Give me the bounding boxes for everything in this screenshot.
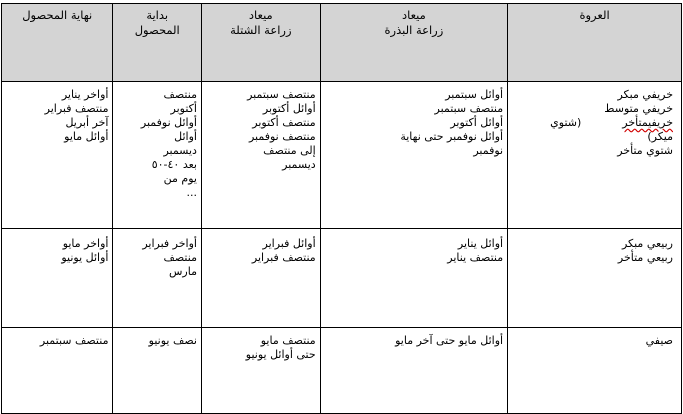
seed-date-line: منتصف سبتمبر xyxy=(434,102,504,115)
header-harvest-end xyxy=(2,4,113,82)
harvest-end-cell xyxy=(2,82,113,229)
harvest-start-line: أوائل نوفمبر xyxy=(140,116,197,129)
variety-line: (شتوي xyxy=(550,116,582,129)
harvest-end-line: أواخر يناير xyxy=(61,88,109,101)
seedling-date-cell xyxy=(201,328,320,414)
harvest-start-cell xyxy=(113,229,202,328)
table-row xyxy=(2,82,682,229)
harvest-end-line: أوائل مايو xyxy=(64,130,109,143)
seedling-date-line: إلى منتصف xyxy=(263,144,316,157)
harvest-start-line: ديسمبر xyxy=(163,144,197,157)
seedling-date-cell xyxy=(201,82,320,229)
header-seed-date-line-1: ميعاد xyxy=(401,8,426,22)
harvest-start-line: ... xyxy=(186,186,197,199)
variety-cell xyxy=(508,229,682,328)
harvest-start-line: يوم من xyxy=(163,172,197,185)
header-harvest-start xyxy=(113,4,202,82)
variety-line-combined xyxy=(512,116,673,130)
harvest-start-line: نصف يونيو xyxy=(148,334,197,347)
planting-schedule-table xyxy=(1,3,682,414)
header-harvest-start-line-2: المحصول xyxy=(134,23,180,37)
seedling-date-line: منتصف مايو xyxy=(260,334,316,347)
header-variety-label: العروة xyxy=(579,8,610,22)
header-row xyxy=(2,4,682,82)
variety-line: خريفي متوسط xyxy=(604,102,673,115)
harvest-start-cell xyxy=(113,328,202,414)
harvest-start-line: أكتوبر xyxy=(170,102,197,115)
seed-date-line: أوائل أكتوبر xyxy=(450,116,504,129)
seedling-date-cell xyxy=(201,229,320,328)
seed-date-line: نوفمبر xyxy=(473,144,504,157)
seed-date-cell xyxy=(320,229,507,328)
header-seedling-date xyxy=(201,4,320,82)
header-harvest-start-line-1: بداية xyxy=(146,8,169,22)
header-seed-date-line-2: زراعة البذرة xyxy=(384,23,444,37)
header-variety xyxy=(508,4,682,82)
harvest-start-line: بعد ٤٠-٥٠ xyxy=(151,158,197,171)
seed-date-cell xyxy=(320,328,507,414)
seed-date-line: أوائل سبتمبر xyxy=(445,88,504,101)
header-seedling-date-line-1: ميعاد xyxy=(248,8,273,22)
variety-line: ميكر) xyxy=(647,130,673,143)
seed-date-line: أوائل نوفمبر حتى نهاية xyxy=(400,130,504,143)
header-seed-date xyxy=(320,4,507,82)
seed-date-line: أوائل يناير xyxy=(457,237,504,250)
harvest-start-cell xyxy=(113,82,202,229)
seedling-date-line: حتى أوائل يونيو xyxy=(245,348,316,361)
variety-line: خريفيمتأخر xyxy=(622,116,673,129)
seed-date-cell xyxy=(320,82,507,229)
variety-line: خريفي مبكر xyxy=(617,88,673,101)
variety-line: ربيعي مبكر xyxy=(621,237,673,250)
variety-line: صيفي xyxy=(645,334,673,347)
harvest-start-line: منتصف xyxy=(163,251,197,264)
header-harvest-end-label: نهاية المحصول xyxy=(22,8,93,22)
harvest-end-line: آخر أبريل xyxy=(65,116,109,129)
variety-cell xyxy=(508,328,682,414)
harvest-end-line: منتصف فبراير xyxy=(44,102,109,115)
seed-date-line: أوائل مايو حتى آخر مايو xyxy=(395,334,504,347)
seedling-date-line: أوائل فبراير xyxy=(262,237,316,250)
seedling-date-line: منتصف أكتوبر xyxy=(252,116,316,129)
harvest-start-line: مارس xyxy=(168,265,197,278)
harvest-end-line: منتصف سبتمبر xyxy=(39,334,109,347)
harvest-end-line: أواخر مايو xyxy=(62,237,109,250)
harvest-start-line: منتصف xyxy=(163,88,197,101)
harvest-end-line: أوائل يونيو xyxy=(61,251,109,264)
harvest-end-cell xyxy=(2,328,113,414)
harvest-start-line: أواخر فبراير xyxy=(142,237,197,250)
table-row xyxy=(2,229,682,328)
seedling-date-line: أوائل أكتوبر xyxy=(262,102,316,115)
seedling-date-line: ديسمبر xyxy=(282,158,316,171)
planting-schedule-table-wrapper xyxy=(1,3,682,414)
variety-cell xyxy=(508,82,682,229)
harvest-end-cell xyxy=(2,229,113,328)
variety-line: شتوي متأخر xyxy=(617,144,673,157)
harvest-start-line: أوائل xyxy=(174,130,197,143)
seed-date-line: منتصف يناير xyxy=(447,251,504,264)
header-seedling-date-line-2: زراعة الشتلة xyxy=(230,23,292,37)
table-row xyxy=(2,328,682,414)
seedling-date-line: منتصف فبراير xyxy=(251,251,316,264)
seedling-date-line: منتصف نوفمبر xyxy=(248,130,316,143)
seedling-date-line: منتصف سبتمبر xyxy=(247,88,316,101)
variety-line: ربيعي متأخر xyxy=(617,251,673,264)
